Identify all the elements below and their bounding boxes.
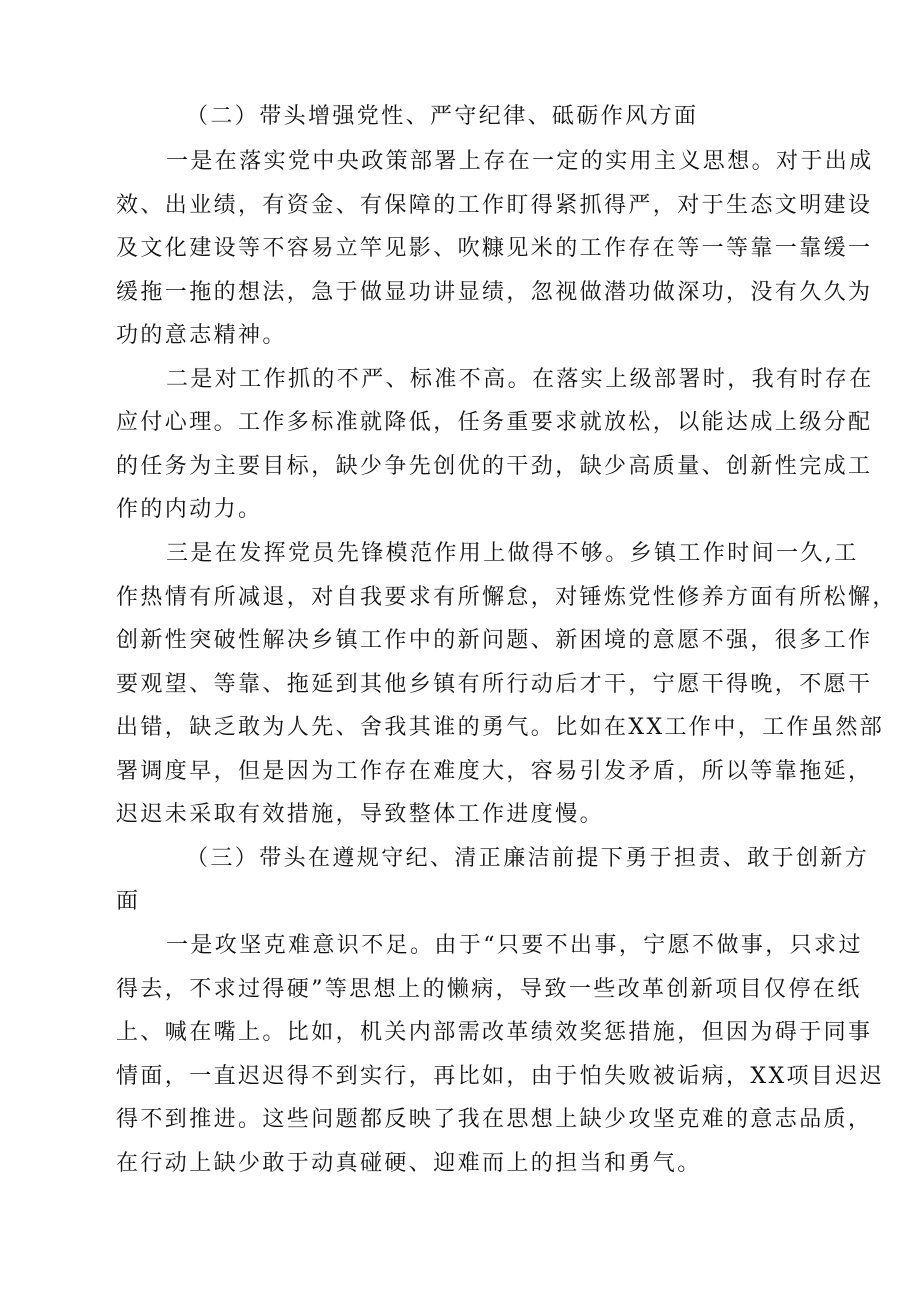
section-heading-3: （三）带头在遵规守纪、清正廉洁前提下勇于担责、敢于创新方 <box>186 846 870 871</box>
paragraph-line: 得不到推进。这些问题都反映了我在思想上缺少攻坚克难的意志品质， <box>116 1107 873 1132</box>
paragraph-line: 情面，一直迟迟得不到实行，再比如，由于怕失败被诟病，XX项目迟迟 <box>116 1064 885 1089</box>
paragraph-line: 效、出业绩，有资金、有保障的工作盯得紧抓得严，对于生态文明建设 <box>116 193 873 218</box>
paragraph-line: 缓拖一拖的想法，急于做显功讲显绩，忽视做潜功做深功，没有久久为 <box>116 280 873 305</box>
paragraph-line: 要观望、等靠、拖延到其他乡镇有所行动后才干，宁愿干得晚，不愿干 <box>116 672 873 697</box>
paragraph-line: 的任务为主要目标，缺少争先创优的干劲，缺少高质量、创新性完成工 <box>116 454 873 479</box>
paragraph-line: 迟迟未采取有效措施，导致整体工作进度慢。 <box>116 802 605 827</box>
section-heading-3-continued: 面 <box>116 889 141 914</box>
paragraph-line: 创新性突破性解决乡镇工作中的新问题、新困境的意愿不强，很多工作 <box>116 628 873 653</box>
paragraph-line: 得去，不求过得硬”等思想上的懒病，导致一些改革创新项目仅停在纸 <box>116 977 862 1002</box>
paragraph-line: 一是在落实党中央政策部署上存在一定的实用主义思想。对于出成 <box>166 149 874 174</box>
paragraph-line: 一是攻坚克难意识不足。由于“只要不出事，宁愿不做事，只求过 <box>166 933 863 958</box>
paragraph-line: 上、喊在嘴上。比如，机关内部需改革绩效奖惩措施，但因为碍于同事 <box>116 1020 873 1045</box>
paragraph-line: 三是在发挥党员先锋模范作用上做得不够。乡镇工作时间一久,工 <box>166 541 859 566</box>
paragraph-line: 作的内动力。 <box>116 497 263 522</box>
paragraph-line: 署调度早，但是因为工作存在难度大，容易引发矛盾，所以等靠拖延， <box>116 759 873 784</box>
paragraph-line: 作热情有所减退，对自我要求有所懈怠，对锤炼党性修养方面有所松懈， <box>116 585 897 610</box>
paragraph-line: 功的意志精神。 <box>116 323 287 348</box>
paragraph-line: 及文化建设等不容易立竿见影、吹糠见米的工作存在等一等靠一靠缓一 <box>116 236 873 261</box>
paragraph-line: 出错，缺乏敢为人先、舍我其谁的勇气。比如在XX工作中，工作虽然部 <box>116 715 885 740</box>
paragraph-line: 应付心理。工作多标准就降低，任务重要求就放松，以能达成上级分配 <box>116 410 873 435</box>
paragraph-line: 在行动上缺少敢于动真碰硬、迎难而上的担当和勇气。 <box>116 1151 702 1176</box>
section-heading-2: （二）带头增强党性、严守纪律、砥砺作风方面 <box>186 104 699 129</box>
paragraph-line: 二是对工作抓的不严、标准不高。在落实上级部署时，我有时存在 <box>166 367 874 392</box>
